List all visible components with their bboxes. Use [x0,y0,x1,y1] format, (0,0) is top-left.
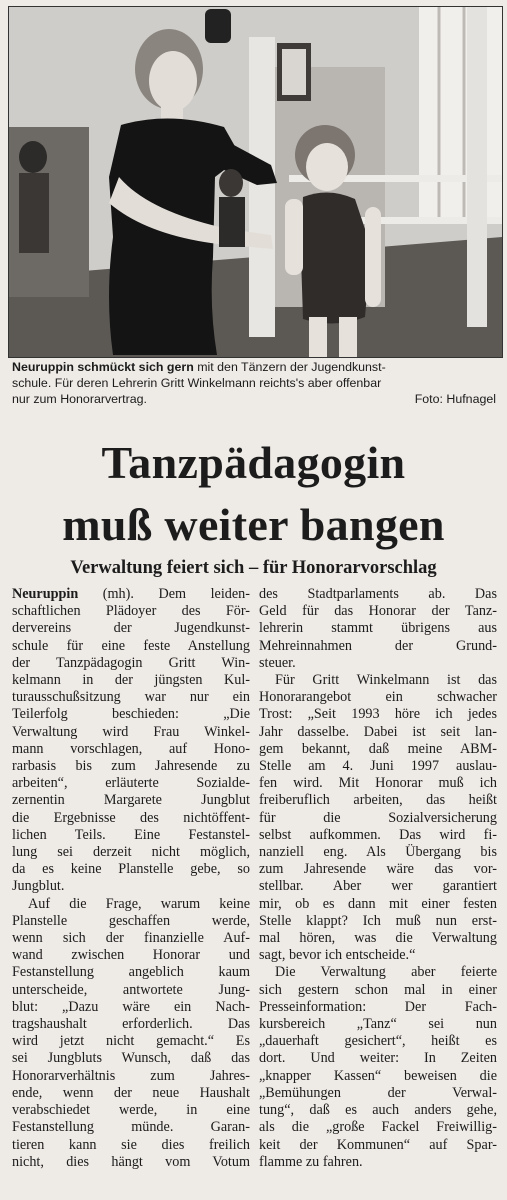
article-line: rarbasis bis zum Jahresende zu [12,758,250,775]
article-line: nicht, dies hängt vom Votum [12,1153,250,1170]
article-line: gem bekannt, daß meine ABM- [259,740,497,757]
article-line: steuer. [259,654,296,671]
article-line: Stelle klappt? Ich muß nun erst- [259,912,497,929]
article-line: Mehreinnahmen der Grund- [259,637,497,654]
photo-caption [12,359,496,407]
article-line: „dauerhaft gesichert“, heißt es [259,1033,497,1050]
article-line: schaftlichen Plädoyer des För- [12,603,250,620]
article-line: Verwaltung wird Frau Winkel- [12,723,250,740]
article-line: „knapper Kassen“ beweisen die [259,1067,497,1084]
article-line: Jahr dasselbe. Dabei ist seit lan- [259,723,497,740]
article-line: der Tanzpädagogin Gritt Win- [12,654,250,671]
article-line: Festanstellung angeblich kaum [12,964,250,981]
article-line: mann vorschlagen, auf Hono- [12,740,250,757]
subheadline: Verwaltung feiert sich – für Honorarvorschlag [70,558,437,578]
article-line: arbeiten“, erläuterte Sozialde- [12,775,250,792]
article-line: freiberuflich arbeiten, das heißt [259,792,497,809]
article-line: tieren kann sie dies freilich [12,1136,250,1153]
article-line: für die Sozialversicherung [259,809,497,826]
article-line: Die Verwaltung aber feierte [275,964,497,981]
article-line: Trost: „Seit 1993 höre ich jedes [259,706,497,723]
article-line: Honorarangebot ein schwacher [259,689,497,706]
caption-text-line1: mit den Tänzern der Jugendkunst- [193,360,386,374]
article-line: Für Gritt Winkelmann ist das [275,672,497,689]
article-line: flamme zu fahren. [259,1153,363,1170]
article-column-left [12,586,250,1171]
article-line: mir, ob es dann mit einer festen [259,895,497,912]
article-line: sei Jungbluts Wunsch, daß das [12,1050,250,1067]
article-line: des Stadtparlaments ab. Das [259,586,497,602]
article-line: Geld für das Honorar der Tanz- [259,603,497,620]
article-line: Neuruppin (mh). Dem leiden- [12,586,250,602]
headline-line-2: muß weiter bangen [62,499,445,550]
article-line: ende, wenn der neue Haushalt [12,1084,250,1101]
article-line: Stelle am 4. Juni 1997 auslau- [259,758,497,775]
article-line: wenn sich der finanzielle Auf- [12,930,250,947]
article-line: sagt, bevor ich entscheide.“ [259,947,416,964]
article-line: die Ergebnisse des nichtöffent- [12,809,250,826]
article-line: lung sei derzeit nicht möglich, [12,844,250,861]
article-line: sich gestern schon mal in einer [259,981,497,998]
article-line: kursbereich „Tanz“ sei nun [259,1016,497,1033]
article-line: dort. Und weiter: In Zeiten [259,1050,497,1067]
article-line: zernentin Margarete Jungblut [12,792,250,809]
article-line: lehrerin stammt übrigens aus [259,620,497,637]
caption-text-line3: nur zum Honorarvertrag. [12,392,147,406]
article-line: selbst aufkommen. Das wird fi- [259,826,497,843]
headline-line-1: Tanzpädagogin [101,437,406,488]
article-line: unterscheide, antwortete Jung- [12,981,250,998]
article-line: nanziell eng. Als Übergang bis [259,844,497,861]
article-line: blut: „Dazu wäre ein Nach- [12,998,250,1015]
article-line: keit der Kommunen“ auf Spar- [259,1136,497,1153]
article-line: tung“, daß es auch anders gehe, [259,1102,497,1119]
ceiling-lamp [205,9,231,43]
article-line: Presseinformation: Der Fach- [259,998,497,1015]
article-line: dervereins der Jugendkunst- [12,620,250,637]
caption-text-line2: schule. Für deren Lehrerin Gritt Winkelmann reichts's aber offenbar [12,376,382,390]
dateline: Neuruppin [12,586,79,602]
article-line: „Bemühungen der Verwal- [259,1084,497,1101]
article-line: turausschußsitzung war nur ein [12,689,250,706]
article-line: tragshaushalt erforderlich. Das [12,1016,250,1033]
article-line: Auf die Frage, warum keine [28,895,250,912]
article-line: mal hören, was die Verwaltung [259,930,497,947]
article-column-right [259,586,497,1171]
article-line: zum Jahresende wäre das vor- [259,861,497,878]
article-line: kelmann in der jüngsten Kul- [12,672,250,689]
article-line: als die „große Fackel Freiwillig- [259,1119,497,1136]
caption-lead: Neuruppin schmückt sich gern [12,360,194,374]
article-line: stellbar. Aber wer garantiert [259,878,497,895]
article-line: Festanstellung münde. Garan- [12,1119,250,1136]
article-line: verabschiedet werde, in eine [12,1102,250,1119]
article-line: Jungblut. [12,878,65,895]
article-line: Planstelle geschaffen werde, [12,912,250,929]
article-line: schule für eine feste Anstellung [12,637,250,654]
article-line: wand zwischen Honorar und [12,947,250,964]
dance-class-photo [8,6,503,358]
window [419,7,502,217]
wall-picture-inner [282,49,306,95]
barre-post [467,7,487,327]
door-frame [249,37,275,337]
article-line: Teilerfolg beschieden: „Die [12,706,250,723]
article-line: da es keine Planstelle gebe, so [12,861,250,878]
article-line: Honorarverhältnis zum Jahres- [12,1067,250,1084]
article-line: wird jetzt nicht gemacht.“ Es [12,1033,250,1050]
photo-illustration [9,7,502,357]
article-line: fen wird. Mit Honorar muß ich [259,775,497,792]
photo-credit: Foto: Hufnagel [414,392,496,406]
article-line: lichen Teils. Eine Festanstel- [12,826,250,843]
